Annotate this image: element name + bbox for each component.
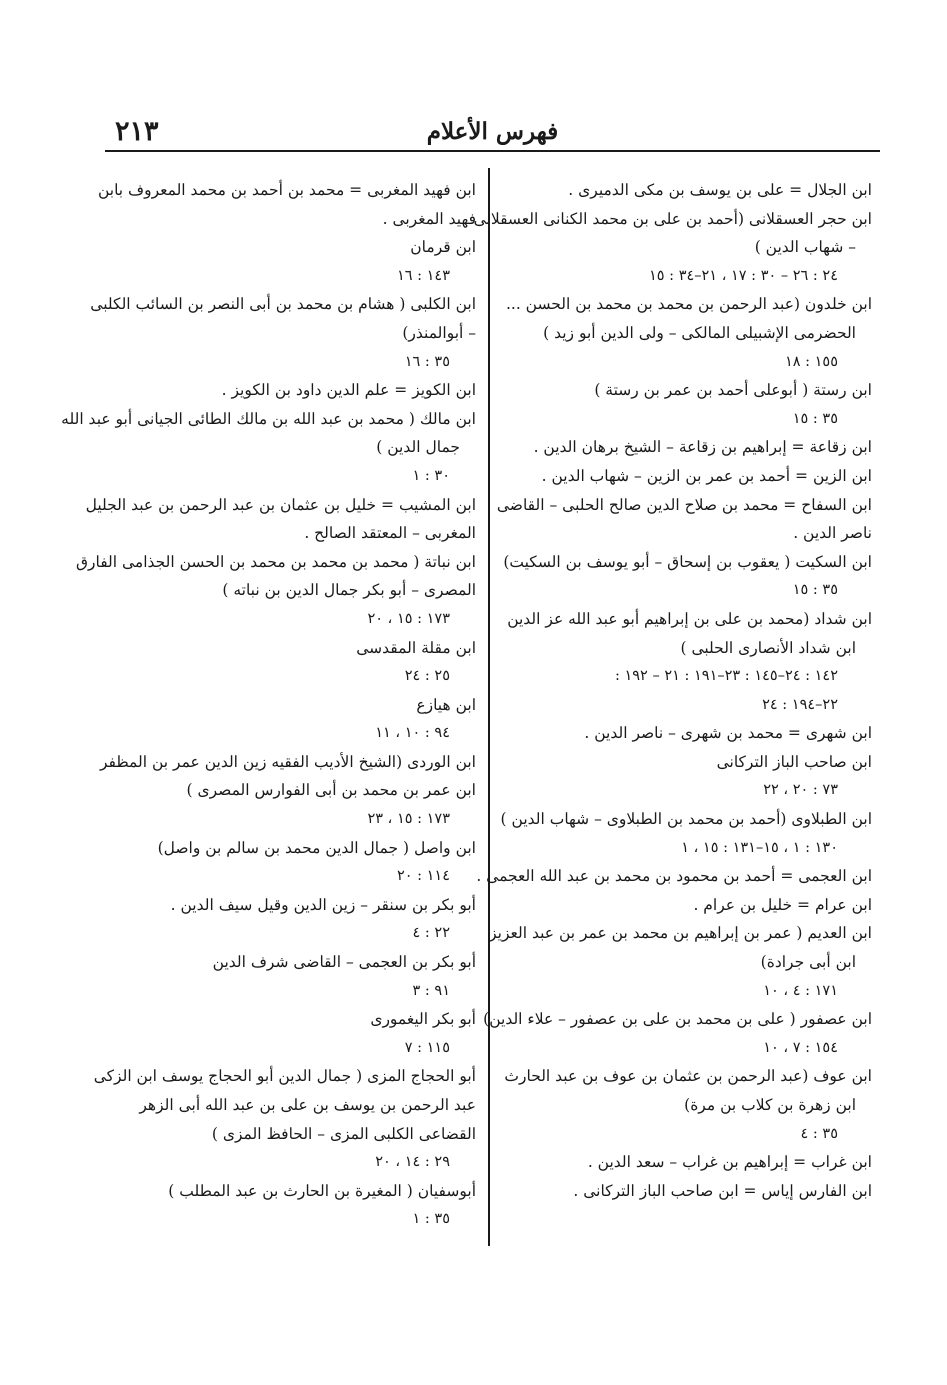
index-entry-line: القضاعى الكلبى المزى – الحافظ المزى ) bbox=[211, 1124, 476, 1143]
page-reference: ٢٢ : ٤ bbox=[412, 925, 450, 942]
index-entry-line: ابن حجر العسقلانى (أحمد بن على بن محمد الكنانى العسقلانى bbox=[473, 209, 872, 228]
index-entry-line: ابن مقلة المقدسى bbox=[356, 638, 476, 657]
index-entry-line: ابن خلدون (عبد الرحمن بن محمد بن محمد بن الحسن ... bbox=[505, 295, 872, 314]
page-reference: ١٣٠ : ١ ، ١٥–١٣١ : ١٥ ، ١ bbox=[681, 839, 838, 856]
index-entry-line: أبو بكر بن العجمى – القاضى شرف الدين bbox=[212, 953, 476, 972]
page-reference: ٣٥ : ١ bbox=[412, 1211, 450, 1228]
index-entry-line: ابن قرمان bbox=[410, 238, 476, 257]
left-column bbox=[61, 176, 476, 1234]
index-entry-line: ابن شهرى = محمد بن شهرى – ناصر الدين . bbox=[584, 724, 872, 743]
page-reference: ٩٤ : ١٠ ، ١١ bbox=[375, 725, 450, 742]
page-title: فهرس الأعلام bbox=[426, 118, 559, 145]
index-entry-line: ناصر الدين . bbox=[793, 524, 872, 543]
index-entry-line: – أبوالمنذر) bbox=[402, 323, 476, 342]
page-reference: ١٧١ : ٤ ، ١٠ bbox=[763, 982, 838, 999]
index-entry-line: ابن مالك ( محمد بن عبد الله بن مالك الطائى الجيانى أبو عبد الله bbox=[61, 409, 476, 428]
index-entry-line: ابن صاحب الباز التركانى bbox=[716, 752, 872, 771]
index-entry-line: ابن الوردى (الشيخ الأديب الفقيه زين الدين عمر بن المظفر bbox=[99, 752, 476, 771]
index-entry-line: ابن الفارس إياس = ابن صاحب الباز التركانى . bbox=[573, 1181, 872, 1200]
header-rule bbox=[105, 150, 880, 152]
index-entry-line: ابن العجمى = أحمد بن محمود بن محمد بن عبد الله العجمى . bbox=[476, 867, 872, 886]
index-entry-line: ابن زهرة بن كلاب بن مرة) bbox=[684, 1096, 856, 1114]
index-entry-line: ابن العديم ( عمر بن إبراهيم بن محمد بن عمر بن عبد العزيز bbox=[489, 924, 872, 943]
index-entry-line: المغربى – المعتقد الصالح . bbox=[304, 524, 476, 543]
index-entry-line: ابن السكيت ( يعقوب بن إسحاق – أبو يوسف بن السكيت) bbox=[503, 552, 872, 571]
index-entry-line: أبوسفيان ( المغيرة بن الحارث بن عبد المطلب ) bbox=[168, 1181, 476, 1200]
index-entry-line: ابن أبى جرادة) bbox=[760, 953, 856, 972]
index-entry-line: – شهاب الدين ) bbox=[754, 238, 856, 257]
index-entry-line: ابن عوف (عبد الرحمن بن عثمان بن عوف بن عبد الحارث bbox=[504, 1067, 872, 1086]
index-entry-line: أبو بكر بن سنقر – زين الدين وقيل سيف الدين . bbox=[170, 895, 476, 914]
index-entry-line: أبو الحجاج المزى ( جمال الدين أبو الحجاج يوسف ابن الزكى bbox=[93, 1067, 476, 1086]
page-reference: ١٤٣ : ١٦ bbox=[396, 267, 450, 284]
page-reference: ٧٣ : ٢٠ ، ٢٢ bbox=[763, 782, 838, 799]
page-reference: ٩١ : ٣ bbox=[412, 982, 450, 999]
index-entry-line: أبو بكر اليغمورى bbox=[370, 1010, 476, 1029]
index-entry-line: المصرى – أبو بكر جمال الدين بن نباته ) bbox=[222, 581, 476, 600]
index-entry-line: ابن عصفور ( على بن محمد بن على بن عصفور – علاء الدين) bbox=[483, 1010, 872, 1029]
right-column bbox=[473, 176, 872, 1205]
index-entry-line: الحضرمى الإشبيلى المالكى – ولى الدين أبو زيد ) bbox=[543, 323, 856, 342]
page-reference: ١٧٣ : ١٥ ، ٢٠ bbox=[367, 610, 450, 627]
index-entry-line: ابن نباتة ( محمد بن محمد بن محمد بن الحسن الجذامى الفارق bbox=[75, 552, 476, 571]
page-reference: ١١٤ : ٢٠ bbox=[396, 868, 450, 885]
index-entry-line: ابن زقاعة = إبراهيم بن زقاعة – الشيخ برهان الدين . bbox=[533, 438, 872, 457]
index-entry-line: ابن الزين = أحمد بن عمر بن الزين – شهاب الدين . bbox=[541, 466, 872, 485]
page-reference: ٢٩ : ١٤ ، ٢٠ bbox=[375, 1154, 450, 1171]
page-number: ٢١٣ bbox=[115, 116, 159, 147]
index-entry-line: ابن واصل ( جمال الدين محمد بن سالم بن واصل) bbox=[157, 838, 476, 857]
page-reference: ٣٥ : ٤ bbox=[800, 1125, 838, 1142]
index-entry-line: عبد الرحمن بن يوسف بن على بن عبد الله أبى الزهر bbox=[139, 1096, 476, 1114]
index-entry-line: ابن الكلبى ( هشام بن محمد بن أبى النصر بن السائب الكلبى bbox=[90, 295, 476, 314]
page-reference: ٣٠ : ١ bbox=[412, 467, 450, 484]
index-entry-line: ابن غراب = إبراهيم بن غراب – سعد الدين . bbox=[587, 1153, 872, 1172]
page-reference: ١١٥ : ٧ bbox=[404, 1039, 450, 1056]
index-entry-line: ابن الجلال = على بن يوسف بن مكى الدميرى . bbox=[568, 181, 872, 199]
index-entry-line: ابن السفاح = محمد بن صلاح الدين صالح الحلبى – القاضى bbox=[496, 495, 872, 514]
page-reference: ١٧٣ : ١٥ ، ٢٣ bbox=[367, 811, 450, 828]
index-entry-line: ابن الكويز = علم الدين داود بن الكويز . bbox=[221, 381, 476, 400]
page-reference: ٢٤ : ٢٦ – ٣٠ : ١٧ ، ٢١–٣٤ : ١٥ bbox=[649, 267, 838, 284]
page-reference: ٣٥ : ١٦ bbox=[404, 353, 450, 370]
index-entry-line: ابن فهيد المغربى = محمد بن أحمد بن محمد المعروف بابن bbox=[97, 181, 476, 199]
page-reference: ١٤٢ : ٢٤–١٤٥ : ٢٣–١٩١ : ٢١ – ١٩٢ : bbox=[614, 668, 838, 685]
page-header bbox=[105, 112, 880, 152]
page-reference: ١٥٥ : ١٨ bbox=[784, 353, 838, 370]
index-entry-line: ابن الطبلاوى (أحمد بن محمد بن الطبلاوى – شهاب الدين ) bbox=[500, 810, 872, 829]
index-entry-line: ابن شداد (محمد بن على بن إبراهيم أبو عبد الله عز الدين bbox=[507, 609, 872, 628]
index-entry-line: ابن عرام = خليل بن عرام . bbox=[693, 895, 872, 914]
page-reference: ١٥٤ : ٧ ، ١٠ bbox=[763, 1039, 838, 1056]
index-entry-line: ابن رستة ( أبوعلى أحمد بن عمر بن رستة ) bbox=[594, 381, 872, 400]
index-entry-line: ابن المشيب = خليل بن عثمان بن عبد الرحمن بن عبد الجليل bbox=[85, 495, 476, 514]
index-entry-line: ابن هيازع bbox=[416, 695, 476, 714]
page-reference: ٢٥ : ٢٤ bbox=[404, 668, 450, 685]
index-entry-line: جمال الدين ) bbox=[376, 438, 460, 457]
index-entry-line: ابن عمر بن محمد بن أبى الفوارس المصرى ) bbox=[186, 781, 476, 800]
page-reference: ٣٥ : ١٥ bbox=[792, 410, 838, 427]
index-entry-line: ابن شداد الأنصارى الحلبى ) bbox=[680, 638, 856, 657]
index-entry-line: فهيد المغربى . bbox=[382, 209, 476, 228]
page-reference: ٣٥ : ١٥ bbox=[792, 582, 838, 599]
page-reference: ٢٢–١٩٤ : ٢٤ bbox=[762, 696, 838, 713]
column-divider bbox=[488, 168, 490, 1246]
